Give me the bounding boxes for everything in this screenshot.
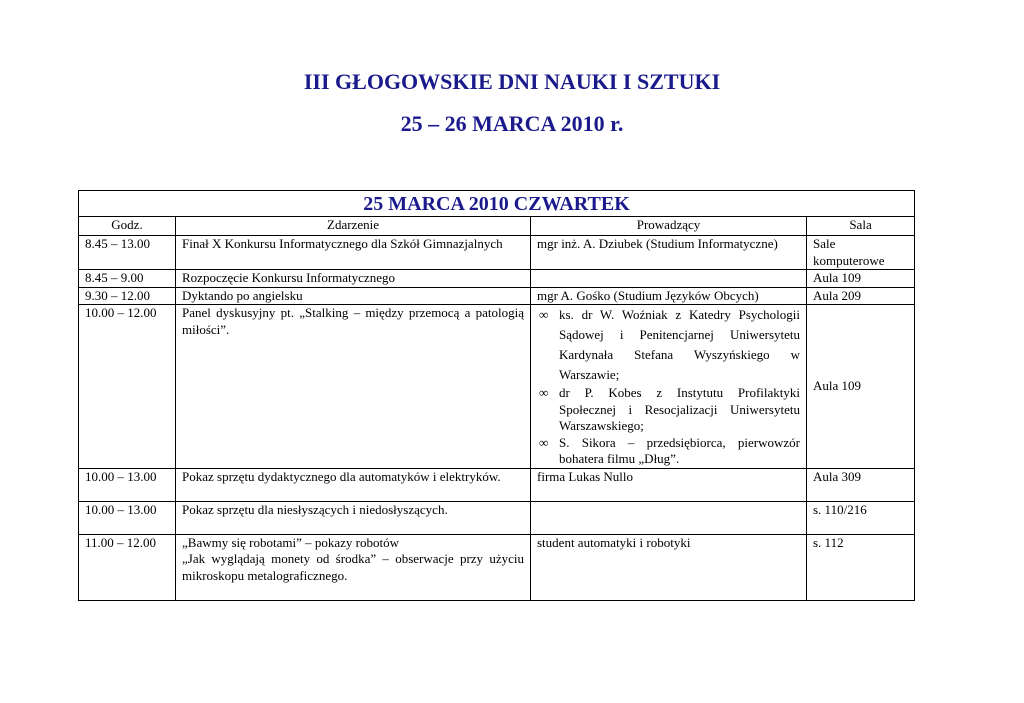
column-header-time: Godz. [79,217,176,236]
list-item [537,385,800,435]
host-name: ks. dr W. Woźniak z Katedry Psychologii Sądowej i Penitencjarnej Uniwersytetu Kardynała Stefana Wyszyńskiego w Warszawie; [559,307,800,382]
row-event: Pokaz sprzętu dla niesłyszących i niedosłyszących. [176,501,531,534]
row-host: mgr A. Gośko (Studium Języków Obcych) [531,287,807,305]
table-row [79,305,915,469]
row-room: s. 112 [807,534,915,600]
list-item [537,435,800,468]
row-time: 10.00 – 13.00 [79,501,176,534]
table-row [79,501,915,534]
row-room: Aula 209 [807,287,915,305]
row-event: Panel dyskusyjny pt. „Stalking – między przemocą a patologią miłości”. [176,305,531,469]
row-host [531,270,807,288]
host-list [537,305,800,468]
table-row [79,468,915,501]
table-row [79,287,915,305]
row-host: student automatyki i robotyki [531,534,807,600]
row-host [531,501,807,534]
table-row [79,236,915,270]
row-host: firma Lukas Nullo [531,468,807,501]
row-event [176,534,531,600]
infinity-bullet-icon: ∞ [539,385,549,400]
list-item [537,305,800,385]
host-name: dr P. Kobes z Instytutu Profilaktyki Społecznej i Resocjalizacji Uniwersytetu Warszawskiego; [559,385,800,433]
row-time: 9.30 – 12.00 [79,287,176,305]
column-header-row [79,217,915,236]
column-header-room: Sala [807,217,915,236]
row-event: Pokaz sprzętu dydaktycznego dla automatyków i elektryków. [176,468,531,501]
row-room: Sale komputerowe [807,236,915,270]
row-hosts [531,305,807,469]
table-row [79,534,915,600]
row-room: Aula 109 [807,270,915,288]
table-row [79,270,915,288]
host-name: S. Sikora – przedsiębiorca, pierwowzór bohatera filmu „Dług”. [559,434,800,466]
row-time: 11.00 – 12.00 [79,534,176,600]
row-room: s. 110/216 [807,501,915,534]
row-event: Dyktando po angielsku [176,287,531,305]
column-header-host: Prowadzący [531,217,807,236]
row-event: Rozpoczęcie Konkursu Informatycznego [176,270,531,288]
infinity-bullet-icon: ∞ [539,307,549,322]
row-room: Aula 109 [807,305,915,469]
schedule-table [78,190,915,601]
row-time: 10.00 – 13.00 [79,468,176,501]
row-host: mgr inż. A. Dziubek (Studium Informatyczne) [531,236,807,270]
row-time: 10.00 – 12.00 [79,305,176,469]
event-line: „Bawmy się robotami” – pokazy robotów [182,534,399,550]
document-title: III GŁOGOWSKIE DNI NAUKI I SZTUKI [303,69,721,94]
infinity-bullet-icon: ∞ [539,434,549,450]
column-header-event: Zdarzenie [176,217,531,236]
event-line: „Jak wyglądają monety od środka” – obserwacje przy użyciu mikroskopu metalograficznego. [182,551,524,583]
row-event: Finał X Konkursu Informatycznego dla Szkół Gimnazjalnych [176,236,531,270]
day-heading: 25 MARCA 2010 CZWARTEK [79,191,915,217]
row-room: Aula 309 [807,468,915,501]
document-date-range: 25 – 26 MARCA 2010 r. [400,111,624,136]
row-time: 8.45 – 9.00 [79,270,176,288]
row-time: 8.45 – 13.00 [79,236,176,270]
